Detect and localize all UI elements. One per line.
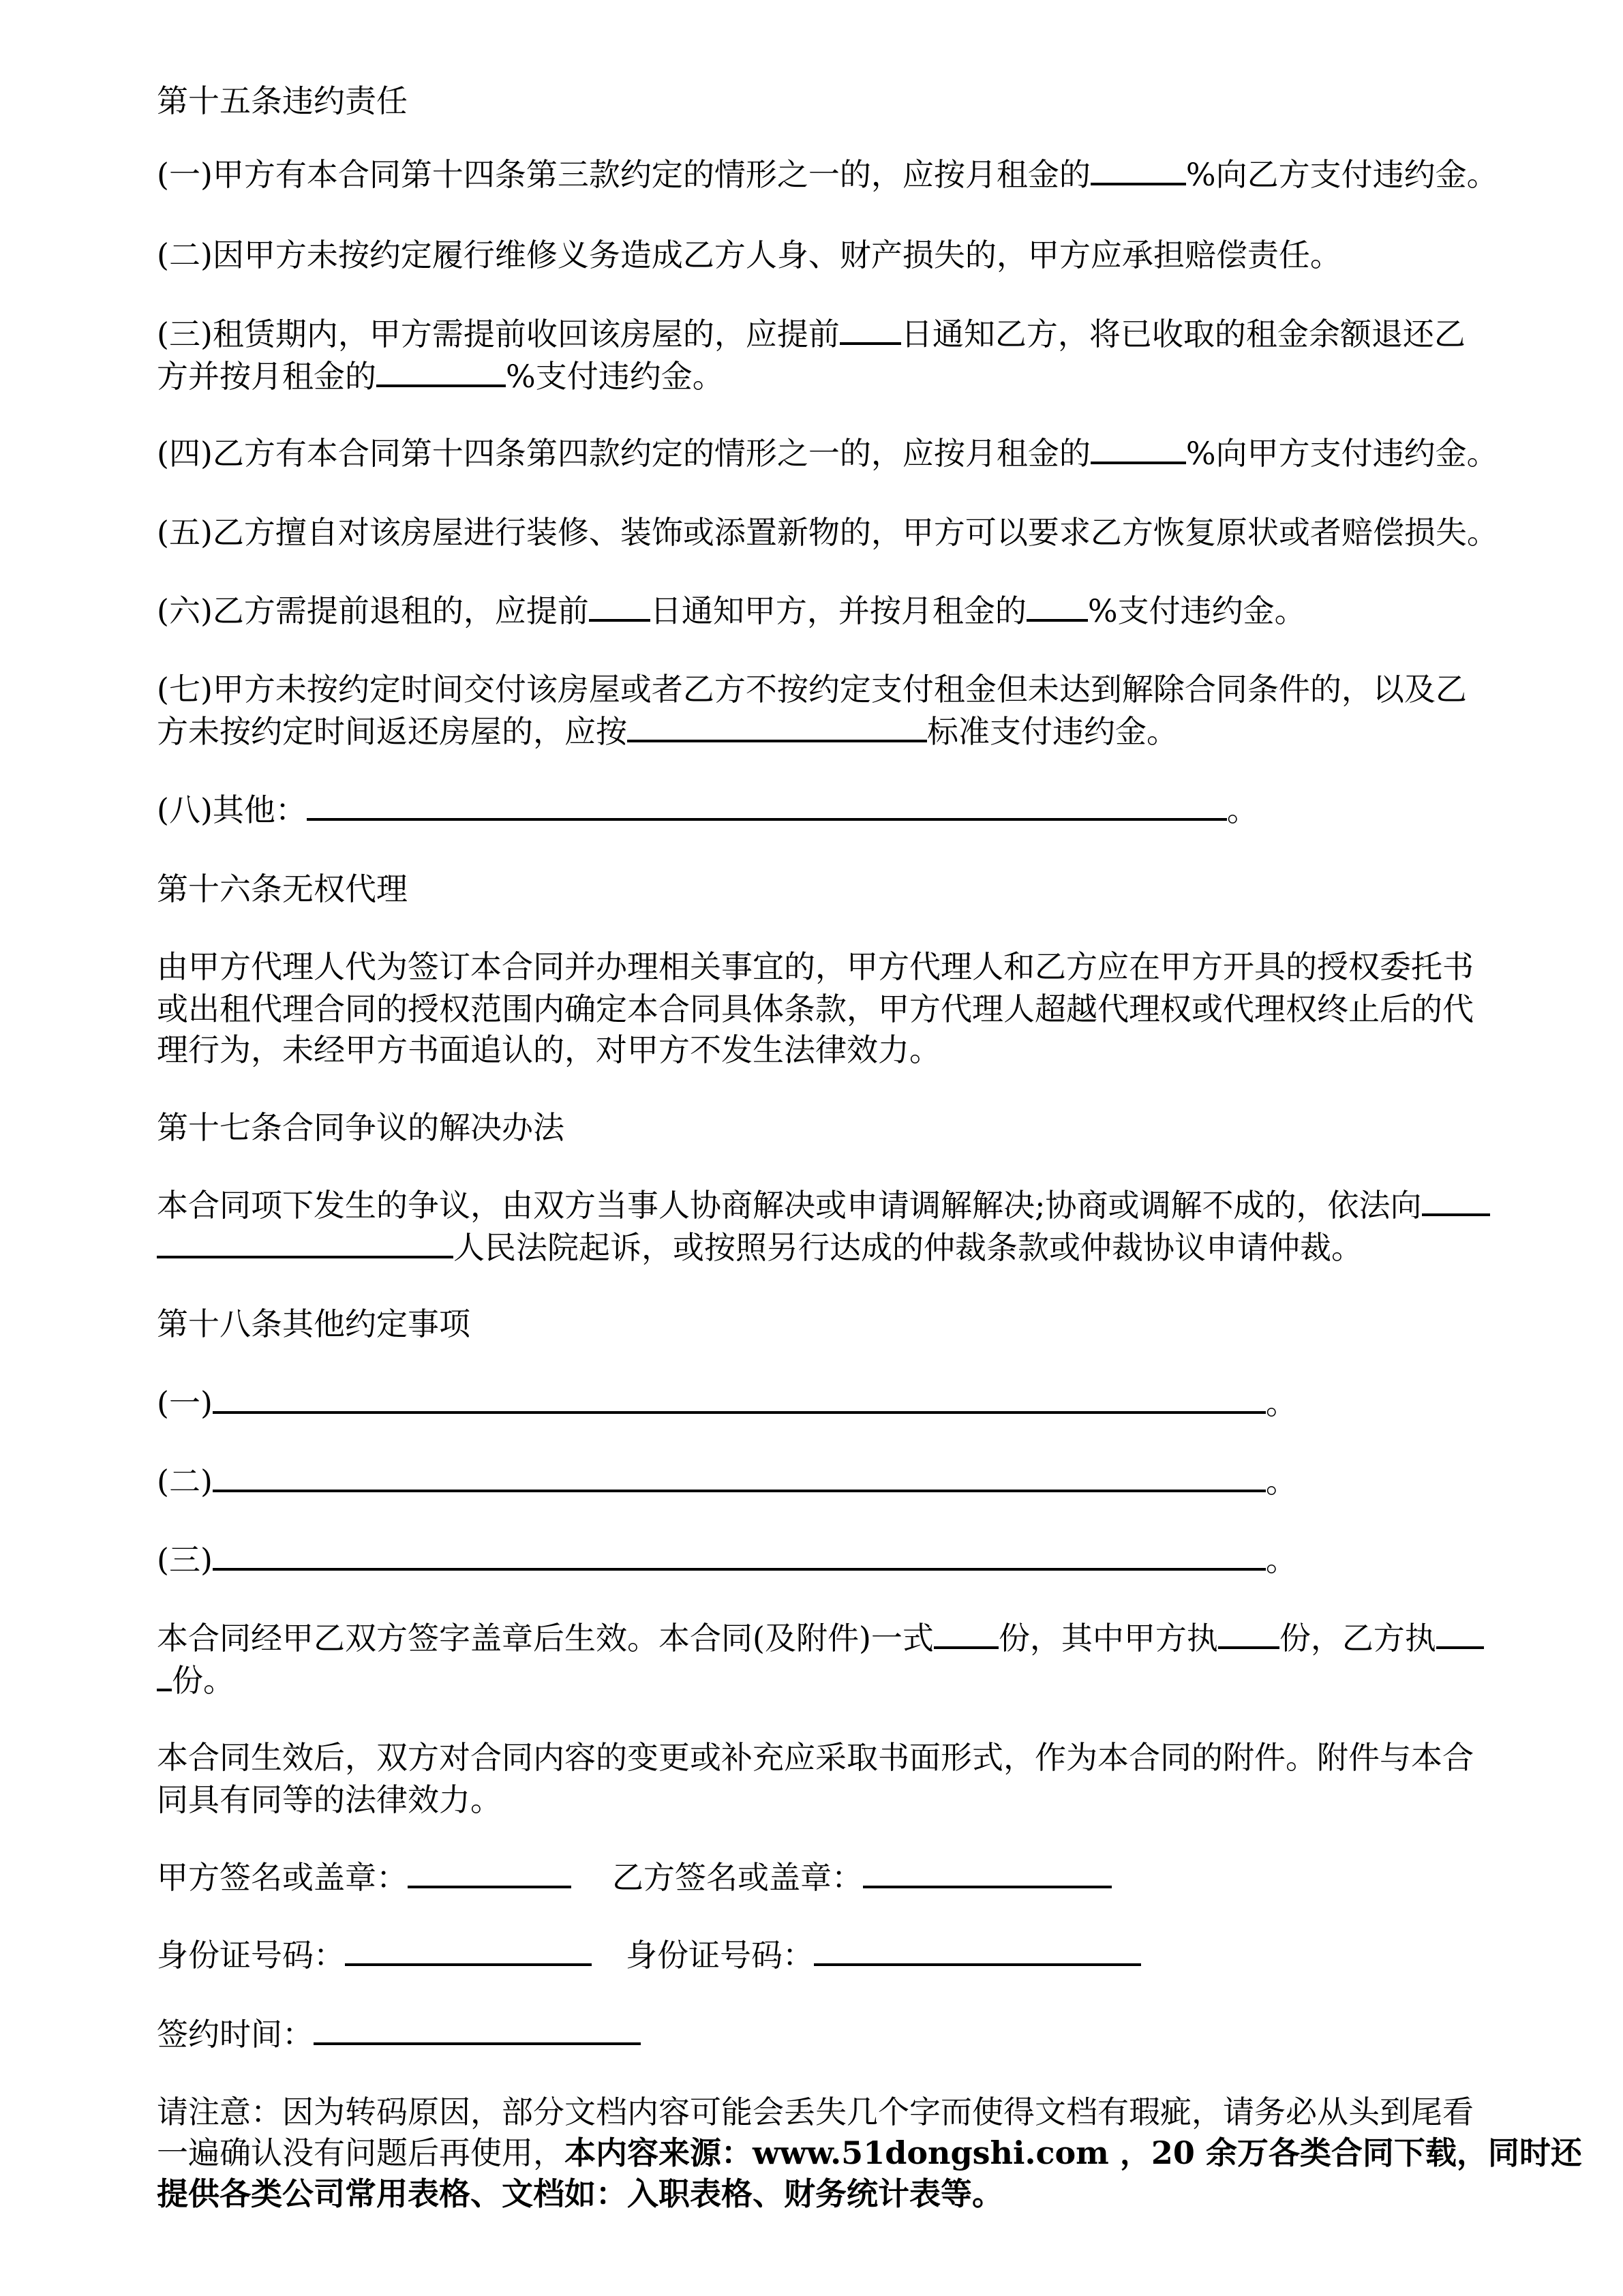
copies-text3: 份，乙方执 (1279, 1620, 1436, 1657)
signature-line (157, 1858, 1112, 1897)
clause-15-8 (157, 791, 1258, 829)
blank-copies-total[interactable] (934, 1619, 999, 1649)
item-18-1 (157, 1384, 1297, 1422)
sign-date-label: 签约时间： (157, 2016, 314, 2053)
blank-days-15-6[interactable] (589, 592, 650, 622)
clause-15-6-tail: %支付违约金。 (1087, 592, 1306, 629)
blank-other-15-8[interactable] (307, 791, 1227, 821)
blank-copies-party-b-a[interactable] (1436, 1619, 1484, 1649)
copies-line1 (157, 1619, 1484, 1657)
notice-line3: 提供各类公司常用表格、文档如：入职表格、财务统计表等。 (157, 2175, 1003, 2212)
item-18-2-end: 。 (1265, 1463, 1297, 1500)
para-17-tail: 人民法院起诉，或按照另行达成的仲裁条款或仲裁协议申请仲裁。 (453, 1229, 1363, 1266)
blank-item-18-1[interactable] (213, 1384, 1266, 1414)
notice-line1: 请注意：因为转码原因，部分文档内容可能会丢失几个字而使得文档有瑕疵，请务必从头到尾看 (157, 2094, 1474, 2130)
clause-15-1 (157, 155, 1498, 194)
notice-text2: 一遍确认没有问题后再使用， (157, 2134, 564, 2171)
party-b-id-label: 身份证号码： (626, 1937, 814, 1974)
clause-15-7-text: 方未按约定时间返还房屋的，应按 (157, 713, 627, 750)
clause-15-7-cont (157, 712, 1178, 751)
amend-line1: 本合同生效后，双方对合同内容的变更或补充应采取书面形式，作为本合同的附件。附件与本合 (157, 1739, 1474, 1776)
clause-15-3-text: (三)租赁期内，甲方需提前收回该房屋的，应提前 (157, 316, 840, 352)
clause-15-3-cont (157, 357, 724, 395)
clause-15-4 (157, 434, 1498, 472)
clause-15-7: (七)甲方未按约定时间交付该房屋或者乙方不按约定支付租金但未达到解除合同条件的，以及乙 (157, 671, 1467, 708)
party-a-id-label: 身份证号码： (157, 1937, 345, 1974)
copies-text4: 份。 (172, 1662, 234, 1699)
blank-standard-15-7[interactable] (627, 712, 927, 742)
sign-date-line (157, 2015, 641, 2053)
item-18-1-label: (一) (157, 1385, 213, 1421)
clause-15-6-text: (六)乙方需提前退租的，应提前 (157, 592, 589, 629)
clause-15-4-tail: %向甲方支付违约金。 (1185, 435, 1498, 472)
clause-15-2: (二)因甲方未按约定履行维修义务造成乙方人身、财产损失的，甲方应承担赔偿责任。 (157, 237, 1341, 273)
blank-court-17a[interactable] (1422, 1186, 1490, 1216)
item-18-3-label: (三) (157, 1541, 213, 1578)
blank-percent-15-1[interactable] (1091, 155, 1186, 185)
heading-article-18: 第十八条其他约定事项 (157, 1305, 470, 1342)
blank-item-18-2[interactable] (213, 1462, 1266, 1492)
heading-article-16: 第十六条无权代理 (157, 871, 408, 907)
clause-15-3-middle: 日通知乙方，将已收取的租金余额退还乙 (900, 316, 1466, 352)
clause-15-3-tail: %支付违约金。 (506, 358, 724, 395)
party-b-sign-field[interactable] (863, 1858, 1112, 1888)
clause-15-3-text2: 方并按月租金的 (157, 358, 376, 395)
sign-date-field[interactable] (314, 2015, 641, 2045)
party-a-id-field[interactable] (345, 1936, 592, 1966)
item-18-3-end: 。 (1265, 1541, 1297, 1578)
para-17-line2 (157, 1228, 1363, 1267)
para-16-line1: 由甲方代理人代为签订本合同并办理相关事宜的，甲方代理人和乙方应在甲方开具的授权委托书 (157, 948, 1474, 985)
clause-15-4-text: (四)乙方有本合同第十四条第四款约定的情形之一的，应按月租金的 (157, 435, 1091, 472)
para-17-line1 (157, 1186, 1490, 1224)
id-number-line (157, 1936, 1141, 1974)
amend-line2: 同具有同等的法律效力。 (157, 1781, 502, 1818)
blank-days-15-3[interactable] (840, 315, 901, 345)
blank-percent-15-6[interactable] (1027, 592, 1088, 622)
copies-text1: 本合同经甲乙双方签字盖章后生效。本合同(及附件)一式 (157, 1620, 934, 1657)
party-a-sign-label: 甲方签名或盖章： (157, 1859, 408, 1896)
blank-copies-party-a[interactable] (1218, 1619, 1279, 1649)
party-a-sign-field[interactable] (408, 1858, 571, 1888)
clause-15-7-tail: 标准支付违约金。 (927, 713, 1178, 750)
clause-15-1-text: (一)甲方有本合同第十四条第三款约定的情形之一的，应按月租金的 (157, 156, 1091, 193)
clause-15-1-tail: %向乙方支付违约金。 (1185, 156, 1498, 193)
copies-text2: 份，其中甲方执 (998, 1620, 1218, 1657)
clause-15-6-middle: 日通知甲方，并按月租金的 (650, 592, 1027, 629)
blank-percent-15-3[interactable] (376, 357, 506, 387)
notice-source-text: 本内容来源：www.51dongshi.com ，20 余万各类合同下载，同时还 (564, 2134, 1582, 2171)
heading-article-17: 第十七条合同争议的解决办法 (157, 1109, 564, 1146)
party-b-sign-label: 乙方签名或盖章： (612, 1859, 863, 1896)
party-b-id-field[interactable] (814, 1936, 1141, 1966)
copies-line2 (157, 1661, 234, 1700)
para-17-text: 本合同项下发生的争议，由双方当事人协商解决或申请调解解决;协商或调解不成的，依法向 (157, 1187, 1422, 1224)
item-18-3 (157, 1541, 1297, 1579)
blank-item-18-3[interactable] (213, 1541, 1266, 1571)
clause-15-5: (五)乙方擅自对该房屋进行装修、装饰或添置新物的，甲方可以要求乙方恢复原状或者赔偿损失。 (157, 514, 1498, 551)
clause-15-6 (157, 592, 1306, 630)
clause-15-8-end: 。 (1226, 791, 1258, 828)
item-18-2 (157, 1462, 1297, 1500)
heading-article-15: 第十五条违约责任 (157, 82, 408, 119)
blank-percent-15-4[interactable] (1091, 434, 1186, 464)
blank-court-17b[interactable] (157, 1228, 453, 1258)
item-18-2-label: (二) (157, 1463, 213, 1500)
clause-15-3 (157, 315, 1466, 353)
notice-line2 (157, 2134, 1582, 2172)
blank-copies-party-b-b[interactable] (157, 1661, 172, 1691)
item-18-1-end: 。 (1265, 1385, 1297, 1421)
clause-15-8-label: (八)其他： (157, 791, 307, 828)
para-16-line2: 或出租代理合同的授权范围内确定本合同具体条款，甲方代理人超越代理权或代理权终止后的代 (157, 991, 1474, 1027)
para-16-line3: 理行为，未经甲方书面追认的，对甲方不发生法律效力。 (157, 1031, 941, 1068)
